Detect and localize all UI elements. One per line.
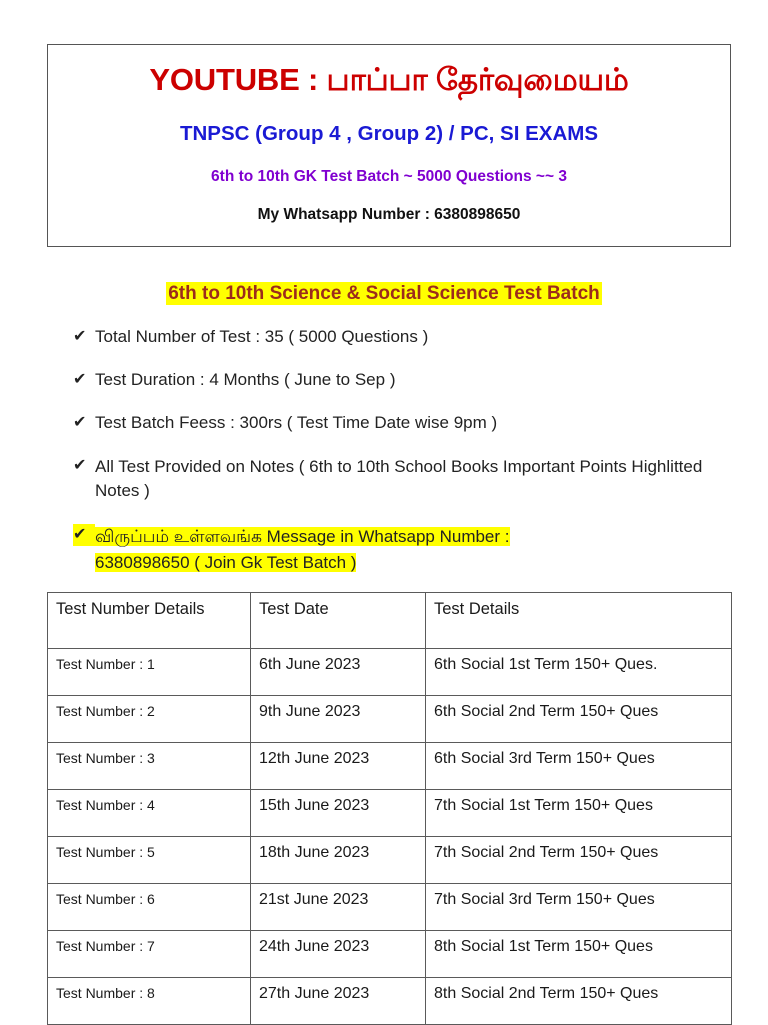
list-item xyxy=(73,455,713,504)
whatsapp-number-line: My Whatsapp Number : 6380898650 xyxy=(257,205,521,223)
list-item-label: All Test Provided on Notes ( 6th to 10th School Books Important Points Highlitted Notes ) xyxy=(95,456,703,501)
cell-test-date: 12th June 2023 xyxy=(251,743,426,790)
cell-test-details: 7th Social 3rd Term 150+ Ques xyxy=(426,884,732,931)
check-icon: ✔ xyxy=(73,456,87,474)
cell-test-details: 8th Social 2nd Term 150+ Ques xyxy=(426,978,732,1025)
list-item-label-highlighted xyxy=(95,524,713,575)
cell-test-number: Test Number : 2 xyxy=(48,696,251,743)
cell-test-details: 7th Social 2nd Term 150+ Ques xyxy=(426,837,732,884)
list-item-label: Test Duration : 4 Months ( June to Sep ) xyxy=(95,369,396,389)
table-body xyxy=(48,649,732,1025)
column-header-test-number: Test Number Details xyxy=(48,593,251,649)
cell-test-date: 21st June 2023 xyxy=(251,884,426,931)
features-list xyxy=(73,326,713,595)
cell-test-date: 9th June 2023 xyxy=(251,696,426,743)
table-row xyxy=(48,696,732,743)
check-icon: ✔ xyxy=(73,524,95,546)
section-title: 6th to 10th Science & Social Science Test Batch xyxy=(168,283,600,304)
cell-test-date: 24th June 2023 xyxy=(251,931,426,978)
test-schedule-table xyxy=(47,592,732,1025)
cell-test-number: Test Number : 4 xyxy=(48,790,251,837)
table-row xyxy=(48,649,732,696)
youtube-channel-name-tamil: பாப்பா தேர்வுமையம் xyxy=(326,62,629,97)
cell-test-details: 6th Social 2nd Term 150+ Ques xyxy=(426,696,732,743)
exams-line: TNPSC (Group 4 , Group 2) / PC, SI EXAMS xyxy=(179,121,598,145)
cell-test-details: 6th Social 3rd Term 150+ Ques xyxy=(426,743,732,790)
cell-test-number: Test Number : 6 xyxy=(48,884,251,931)
table-row xyxy=(48,743,732,790)
check-icon: ✔ xyxy=(73,328,87,345)
gk-test-batch-line: 6th to 10th GK Test Batch ~ 5000 Questions ~~ 3 xyxy=(211,167,567,185)
check-icon: ✔ xyxy=(73,413,87,431)
highlight-line-1: விருப்பம் உள்ளவங்க Message in Whatsapp Number : xyxy=(95,527,510,547)
table-row xyxy=(48,837,732,884)
check-icon: ✔ xyxy=(73,370,87,388)
table-row xyxy=(48,790,732,837)
list-item xyxy=(73,412,713,435)
list-item-label: Test Batch Feess : 300rs ( Test Time Date wise 9pm ) xyxy=(95,412,498,432)
table-row xyxy=(48,931,732,978)
column-header-test-date: Test Date xyxy=(251,593,426,649)
cell-test-date: 18th June 2023 xyxy=(251,837,426,884)
cell-test-details: 7th Social 1st Term 150+ Ques xyxy=(426,790,732,837)
cell-test-details: 8th Social 1st Term 150+ Ques xyxy=(426,931,732,978)
cell-test-number: Test Number : 7 xyxy=(48,931,251,978)
table-header-row xyxy=(48,593,732,649)
cell-test-date: 6th June 2023 xyxy=(251,649,426,696)
header-box xyxy=(47,44,731,247)
youtube-label: YOUTUBE : xyxy=(149,62,327,97)
table-row xyxy=(48,978,732,1025)
cell-test-date: 15th June 2023 xyxy=(251,790,426,837)
highlight-line-2: 6380898650 ( Join Gk Test Batch ) xyxy=(95,552,357,572)
cell-test-number: Test Number : 3 xyxy=(48,743,251,790)
column-header-test-details: Test Details xyxy=(426,593,732,649)
section-title-container xyxy=(0,280,768,309)
cell-test-number: Test Number : 1 xyxy=(48,649,251,696)
cell-test-date: 27th June 2023 xyxy=(251,978,426,1025)
cell-test-details: 6th Social 1st Term 150+ Ques. xyxy=(426,649,732,696)
table-row xyxy=(48,884,732,931)
cell-test-number: Test Number : 5 xyxy=(48,837,251,884)
list-item xyxy=(73,326,713,349)
list-item-highlighted xyxy=(73,524,713,575)
youtube-channel-title xyxy=(48,62,730,98)
cell-test-number: Test Number : 8 xyxy=(48,978,251,1025)
list-item xyxy=(73,369,713,392)
list-item-label: Total Number of Test : 35 ( 5000 Questions ) xyxy=(95,327,429,346)
